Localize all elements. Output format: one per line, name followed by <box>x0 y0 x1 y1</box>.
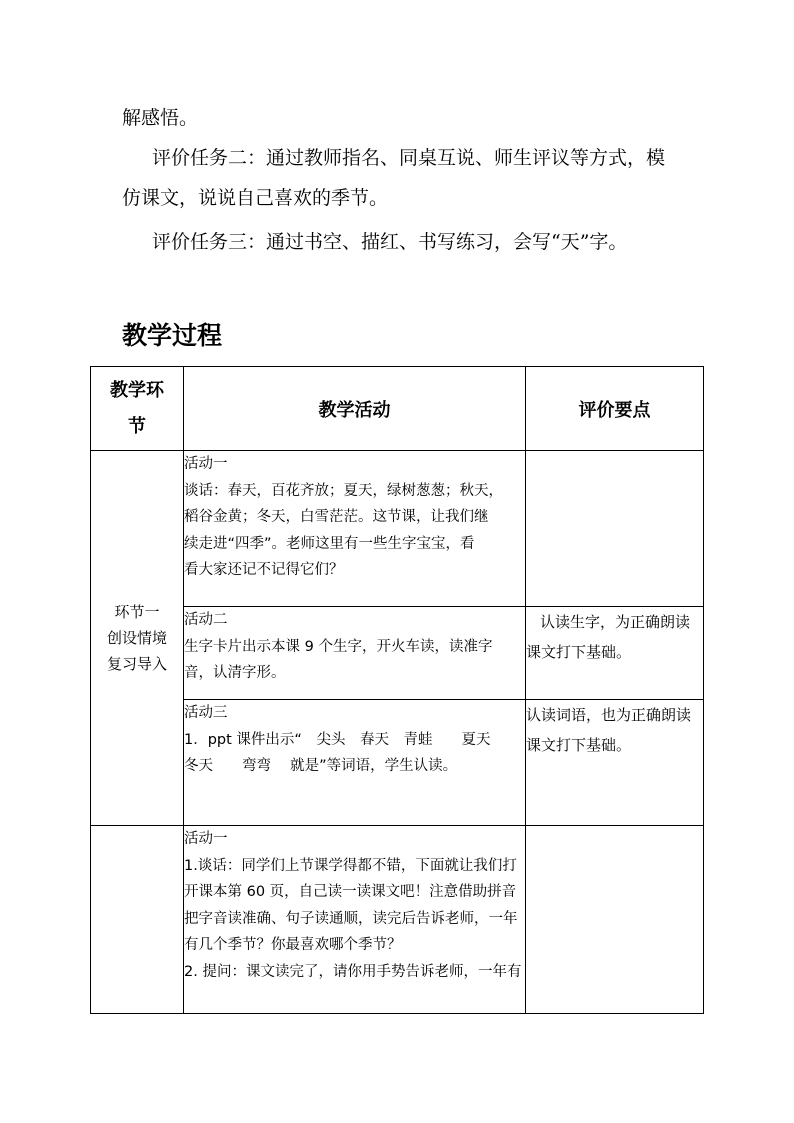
activity-title: 活动一 <box>184 456 228 472</box>
header-stage-line-1: 教学环 <box>110 379 164 401</box>
activity-line: 1．ppt 课件出示“ 尖头 春天 青蛙 夏天 <box>184 731 491 748</box>
activity-title: 活动二 <box>184 612 228 628</box>
activity-line: 冬天 弯弯 就是”等词语，学生认读。 <box>184 758 458 774</box>
activity-line: 2. 提问：课文读完了，请你用手势告诉老师，一年有 <box>184 963 522 980</box>
activity-title: 活动一 <box>184 831 228 847</box>
evaluation-cell: 认读词语，也为正确朗读课文打下基础。 <box>526 700 704 826</box>
table-row <box>91 826 704 1014</box>
header-activity: 教学活动 <box>184 367 526 451</box>
activity-cell <box>184 826 526 1014</box>
header-stage-line-2: 节 <box>128 415 146 437</box>
activity-cell <box>184 451 526 607</box>
activity-line: 1.谈话：同学们上节课学得都不错，下面就让我们打 <box>184 857 517 874</box>
activity-line: 生字卡片出示本课 9 个生字，开火车读，读准字 <box>184 638 493 655</box>
paragraph-eval-task-3: 评价任务三：通过书空、描红、书写练习，会写“天”字。 <box>152 231 628 253</box>
paragraph-continuation: 解感悟。 <box>122 107 199 129</box>
section-title: 教学过程 <box>122 321 223 350</box>
stage-line: 创设情境 <box>106 629 167 647</box>
stage-line: 复习导入 <box>106 655 167 673</box>
stage-cell-1 <box>91 451 184 826</box>
stage-line: 环节一 <box>114 603 160 621</box>
table-row <box>91 451 704 607</box>
activity-line: 谈话：春天，百花齐放；夏天，绿树葱葱；秋天， <box>184 482 503 499</box>
activity-line: 有几个季节？你最喜欢哪个季节？ <box>184 937 402 953</box>
paragraph-eval-task-2: 评价任务二：通过教师指名、同桌互说、师生评议等方式，模仿课文，说说自己喜欢的季节。 <box>122 147 666 209</box>
header-stage <box>91 367 184 451</box>
header-evaluation: 评价要点 <box>526 367 704 451</box>
activity-cell <box>184 700 526 826</box>
activity-line: 音，认清字形。 <box>184 665 286 681</box>
activity-line: 续走进“四季”。老师这里有一些生字宝宝，看 <box>184 535 475 552</box>
activity-line: 开课本第 60 页，自己读一读课文吧！注意借助拼音 <box>184 884 517 900</box>
table-header-row <box>91 367 704 451</box>
evaluation-cell <box>526 826 704 1014</box>
activity-title: 活动三 <box>184 705 228 721</box>
evaluation-cell: 认读生字，为正确朗读课文打下基础。 <box>526 607 704 700</box>
activity-line: 稻谷金黄；冬天，白雪茫茫。这节课，让我们继 <box>184 509 489 525</box>
activity-line: 看大家还记不记得它们？ <box>184 562 344 578</box>
activity-line: 把字音读准确、句子读通顺，读完后告诉老师，一年 <box>184 910 518 927</box>
stage-cell-2 <box>91 826 184 1014</box>
activity-cell <box>184 607 526 700</box>
lesson-table <box>90 366 704 1014</box>
evaluation-cell <box>526 451 704 607</box>
